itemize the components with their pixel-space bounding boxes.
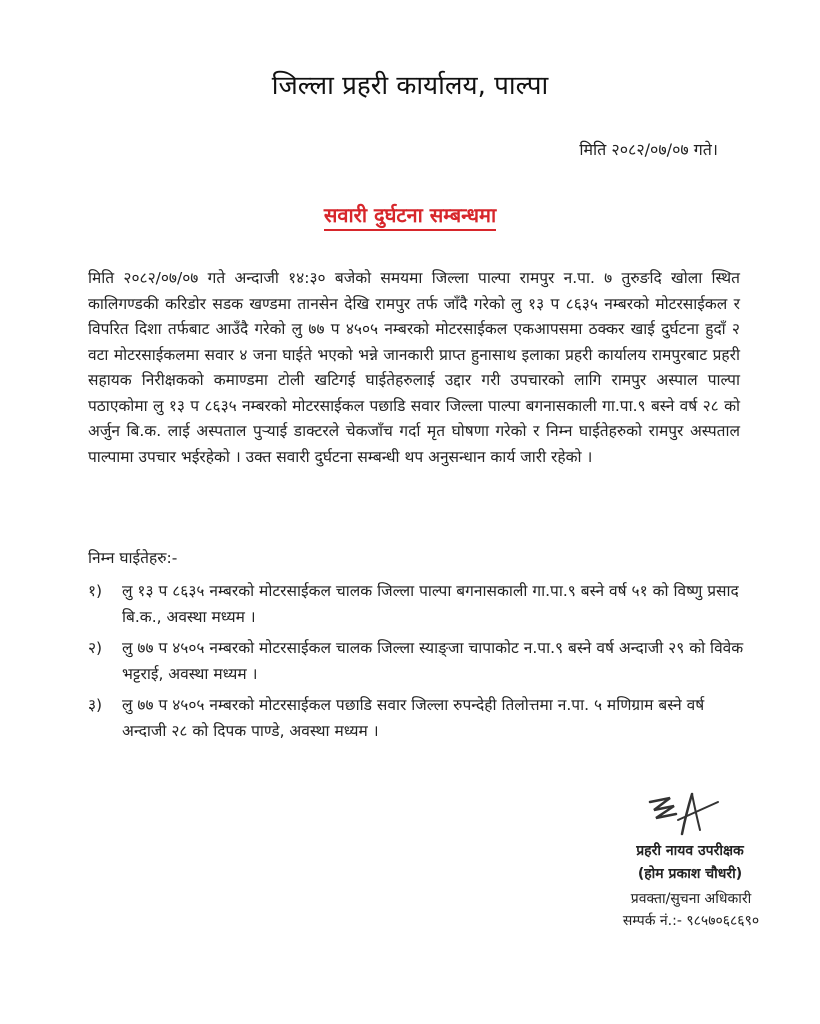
list-item-text: लु १३ प ८६३५ नम्बरको मोटरसाईकल चालक जिल्ला पाल्पा बगनासकाली गा.पा.९ बस्ने वर्ष ५१ को विष्णु प्रसाद बि.क., अवस्था मध्यम । — [122, 582, 739, 626]
contact-number: सम्पर्क नं.:- ९८५७०६८६९० — [622, 913, 760, 929]
list-item-number: ३) — [88, 696, 103, 714]
list-item — [88, 692, 748, 744]
list-item-number: १) — [88, 582, 103, 600]
body-paragraph: मिति २०८२/०७/०७ गते अन्दाजी १४:३० बजेको समयमा जिल्ला पाल्पा रामपुर न.पा. ७ तुरुङदि खोला स्थित कालिगण्डकी करिडोर सडक खण्डमा तानसेन देखि रामपुर तर्फ जाँदै गरेको लु १३ प ८६३५ नम्बरको मोटरसाईकल र विपरित दिशा तर्फबाट आउँदै गरेको लु ७७ प ४५०५ नम्बरको मोटरसाईकल एकआपसमा ठक्कर खाई दुर्घटना हुदाँ २ वटा मोटरसाईकलमा सवार ४ जना घाईते भएको भन्ने जानकारी प्राप्त हुनासाथ इलाका प्रहरी कार्यालय रामपुरबाट प्रहरी सहायक निरीक्षकको कमाण्डमा टोली खटिगई घाईतेहरुलाई उद्दार गरी उपचारको लागि रामपुर अस्पाल पाल्पा पठाएकोमा लु १३ प ८६३५ नम्बरको मोटरसाईकल पछाडि सवार जिल्ला पाल्पा बगनासकाली गा.पा.९ बस्ने वर्ष २८ को अर्जुन बि.क. लाई अस्पताल पुऱ्याई डाक्टरले चेकजाँच गर्दा मृत घोषणा गरेको र निम्न घाईतेहरुको रामपुर अस्पताल पाल्पामा उपचार भईरहेको । उक्त सवारी दुर्घटना सम्बन्धी थप अनुसन्धान कार्य जारी रहेको । — [88, 269, 740, 466]
subject-text: सवारी दुर्घटना सम्बन्धमा — [324, 203, 496, 231]
signatory-name: (होम प्रकाश चौधरी) — [637, 866, 743, 882]
document-date: मिति २०८२/०७/०७ गते। — [579, 140, 718, 159]
list-item-text: लु ७७ प ४५०५ नम्बरको मोटरसाईकल चालक जिल्ला स्याङ्जा चापाकोट न.पा.९ बस्ने वर्ष अन्दाजी २९ को विवेक भट्टराई, अवस्था मध्यम । — [122, 639, 744, 683]
office-title: जिल्ला प्रहरी कार्यालय, पाल्पा — [271, 71, 549, 101]
spokesperson-block — [596, 888, 786, 932]
list-item-number: २) — [88, 639, 103, 657]
signatory-rank: प्रहरी नायव उपरीक्षक — [636, 843, 744, 859]
signatory-block — [600, 840, 780, 886]
list-item-text: लु ७७ प ४५०५ नम्बरको मोटरसाईकल पछाडि सवार जिल्ला रुपन्देही तिलोत्तमा न.पा. ५ मणिग्राम बस्ने वर्ष अन्दाजी २८ को दिपक पाण्डे, अवस्था मध्यम । — [122, 696, 705, 740]
subject-heading — [0, 201, 820, 228]
list-item — [88, 578, 748, 630]
injured-list — [88, 578, 748, 749]
handwritten-signature — [640, 790, 740, 840]
injured-list-heading: निम्न घाईतेहरु:- — [88, 549, 178, 567]
list-item — [88, 635, 748, 687]
signatory-role: प्रवक्ता/सुचना अधिकारी — [630, 891, 752, 907]
